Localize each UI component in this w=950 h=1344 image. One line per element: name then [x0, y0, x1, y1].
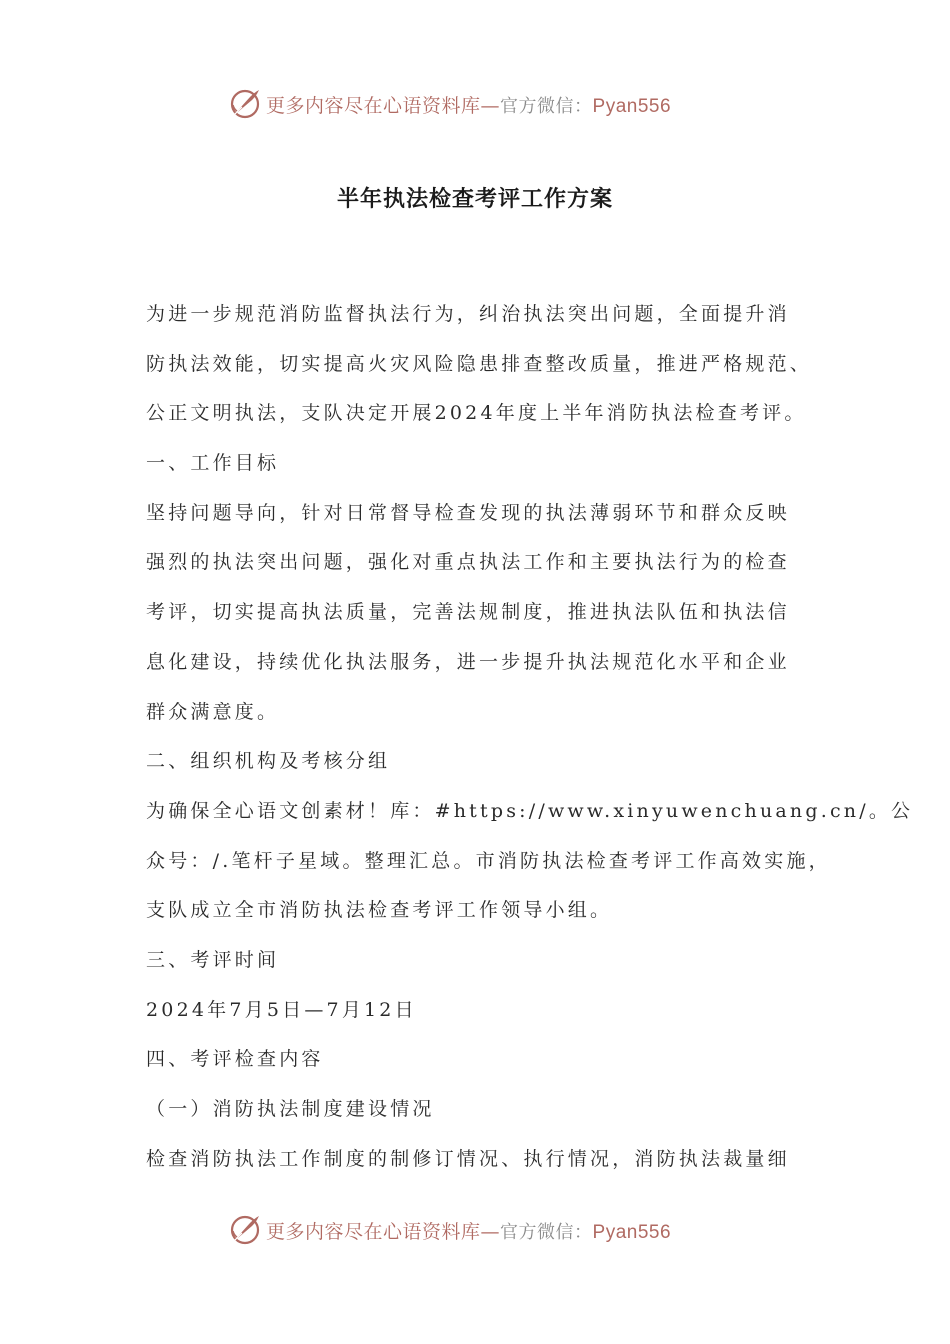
section-heading: 二、组织机构及考核分组 — [146, 750, 391, 773]
footer-watermark — [228, 1212, 671, 1248]
body-line: 防执法效能，切实提高火灾风险隐患排查整改质量，推进严格规范、 — [146, 352, 813, 375]
body-line: 公正文明执法，支队决定开展2024年度上半年消防执法检查考评。 — [146, 402, 807, 425]
header-watermark — [228, 86, 671, 122]
section-heading: 四、考评检查内容 — [146, 1048, 324, 1071]
body-line: 群众满意度。 — [146, 700, 280, 723]
watermark-text: 更多内容尽在心语资料库—官方微信：Pyan556 — [266, 94, 672, 117]
quill-pen-logo-icon — [228, 87, 262, 121]
watermark-text: 更多内容尽在心语资料库—官方微信：Pyan556 — [266, 1220, 672, 1243]
section-heading: 一、工作目标 — [146, 452, 280, 475]
body-line: 息化建设，持续优化执法服务，进一步提升执法规范化水平和企业 — [146, 650, 790, 673]
body-line: 为进一步规范消防监督执法行为，纠治执法突出问题，全面提升消 — [146, 303, 790, 325]
body-line: 支队成立全市消防执法检查考评工作领导小组。 — [146, 899, 613, 922]
body-line: 坚持问题导向，针对日常督导检查发现的执法薄弱环节和群众反映 — [146, 501, 790, 524]
section-heading: 三、考评时间 — [146, 948, 280, 971]
page-title: 半年执法检查考评工作方案 — [336, 186, 613, 212]
body-line: 检查消防执法工作制度的制修订情况、执行情况，消防执法裁量细 — [146, 1147, 790, 1170]
document-body — [146, 290, 914, 1184]
subsection-heading: （一）消防执法制度建设情况 — [146, 1098, 435, 1120]
body-line: 为确保全心语文创素材！库：#https://www.xinyuwenchuang.cn/。公 — [146, 799, 914, 822]
body-line: 考评，切实提高执法质量，完善法规制度，推进执法队伍和执法信 — [146, 601, 790, 624]
body-line: 2024年7月5日—7月12日 — [146, 998, 417, 1021]
quill-pen-logo-icon — [228, 1213, 262, 1247]
body-line: 强烈的执法突出问题，强化对重点执法工作和主要执法行为的检查 — [146, 551, 790, 574]
body-line: 众号：/.笔杆子星域。整理汇总。市消防执法检查考评工作高效实施， — [146, 849, 831, 872]
